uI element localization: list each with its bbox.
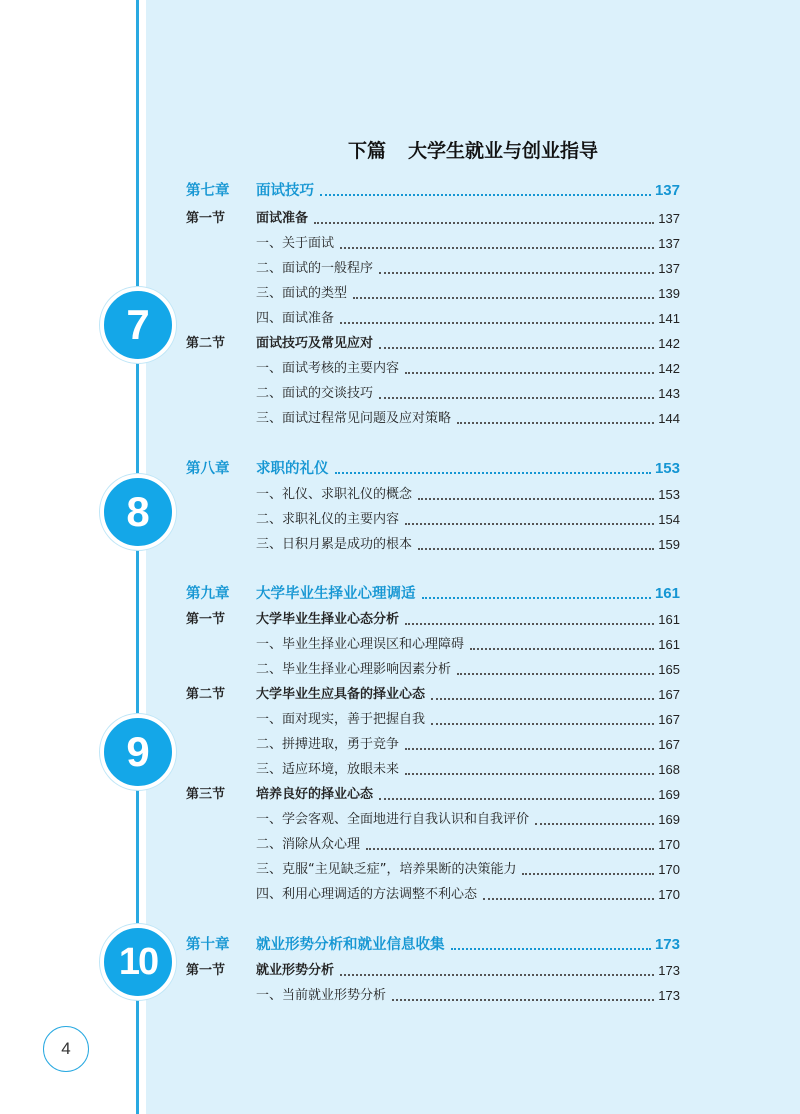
section-title: 大学毕业生择业心态分析	[256, 612, 400, 627]
chapter-title: 面试技巧	[256, 183, 314, 199]
chapter-page: 137	[654, 182, 680, 199]
chapter-page: 173	[654, 936, 680, 953]
toc-subsection-row[interactable]	[186, 281, 680, 303]
entry-page: 153	[658, 487, 680, 502]
dot-leader	[392, 999, 654, 1001]
toc-chapter-row[interactable]	[186, 932, 680, 954]
entry-page: 173	[658, 988, 680, 1003]
entry-page: 167	[658, 737, 680, 752]
dot-leader	[379, 397, 654, 399]
toc-subsection-row[interactable]	[186, 231, 680, 253]
subsection-title: 三、克服“主见缺乏症”，培养果断的决策能力	[256, 862, 517, 877]
dot-leader	[314, 222, 654, 224]
section-title: 面试准备	[256, 211, 309, 226]
toc-section-row[interactable]	[186, 331, 680, 353]
entry-page: 161	[658, 612, 680, 627]
toc-subsection-row[interactable]	[186, 757, 680, 779]
section-label: 第三节	[186, 787, 226, 802]
dot-leader	[320, 194, 651, 196]
dot-leader	[431, 723, 654, 725]
toc-subsection-row[interactable]	[186, 306, 680, 328]
subsection-title: 一、毕业生择业心理误区和心理障碍	[256, 637, 465, 652]
section-title: 面试技巧及常见应对	[256, 336, 374, 351]
subsection-title: 三、面试的类型	[256, 286, 348, 301]
toc-chapter-row[interactable]	[186, 178, 680, 200]
toc-subsection-row[interactable]	[186, 406, 680, 428]
part-title	[146, 136, 800, 163]
section-label: 第一节	[186, 963, 226, 978]
toc-section-row[interactable]	[186, 782, 680, 804]
dot-leader	[405, 773, 654, 775]
dot-leader	[405, 523, 654, 525]
subsection-title: 一、关于面试	[256, 236, 335, 251]
entry-page: 170	[658, 887, 680, 902]
toc-subsection-row[interactable]	[186, 356, 680, 378]
section-label: 第一节	[186, 211, 226, 226]
section-title: 就业形势分析	[256, 963, 335, 978]
dot-leader	[335, 472, 651, 474]
toc-section-row[interactable]	[186, 958, 680, 980]
entry-page: 142	[658, 361, 680, 376]
entry-page: 167	[658, 687, 680, 702]
subsection-title: 二、消除从众心理	[256, 837, 361, 852]
entry-page: 170	[658, 837, 680, 852]
entry-page: 159	[658, 537, 680, 552]
entry-page: 161	[658, 637, 680, 652]
subsection-title: 一、面试考核的主要内容	[256, 361, 400, 376]
page-number: 4	[43, 1026, 89, 1072]
dot-leader	[379, 272, 654, 274]
section-title: 培养良好的择业心态	[256, 787, 374, 802]
entry-page: 143	[658, 386, 680, 401]
dot-leader	[366, 848, 654, 850]
toc-section-row[interactable]	[186, 206, 680, 228]
toc-subsection-row[interactable]	[186, 632, 680, 654]
section-label: 第二节	[186, 336, 226, 351]
entry-page: 154	[658, 512, 680, 527]
toc-chapter-row[interactable]	[186, 581, 680, 603]
dot-leader	[431, 698, 654, 700]
subsection-title: 一、礼仪、求职礼仪的概念	[256, 487, 413, 502]
section-title: 大学毕业生应具备的择业心态	[256, 687, 426, 702]
toc-subsection-row[interactable]	[186, 482, 680, 504]
entry-page: 137	[658, 211, 680, 226]
chapter-title: 求职的礼仪	[256, 461, 329, 477]
dot-leader	[457, 422, 654, 424]
entry-page: 141	[658, 311, 680, 326]
dot-leader	[379, 347, 654, 349]
dot-leader	[522, 873, 654, 875]
section-label: 第二节	[186, 687, 226, 702]
subsection-title: 一、当前就业形势分析	[256, 988, 387, 1003]
toc-subsection-row[interactable]	[186, 532, 680, 554]
dot-leader	[418, 498, 654, 500]
entry-page: 137	[658, 261, 680, 276]
subsection-title: 三、面试过程常见问题及应对策略	[256, 411, 452, 426]
entry-page: 169	[658, 812, 680, 827]
chapter-label: 第七章	[186, 183, 230, 199]
toc-subsection-row[interactable]	[186, 857, 680, 879]
dot-leader	[535, 823, 654, 825]
dot-leader	[405, 623, 654, 625]
entry-page: 142	[658, 336, 680, 351]
subsection-title: 二、求职礼仪的主要内容	[256, 512, 400, 527]
chapter-title: 大学毕业生择业心理调适	[256, 586, 416, 602]
entry-page: 144	[658, 411, 680, 426]
subsection-title: 二、毕业生择业心理影响因素分析	[256, 662, 452, 677]
toc-subsection-row[interactable]	[186, 381, 680, 403]
chapter-page: 153	[654, 460, 680, 477]
toc-section-row[interactable]	[186, 682, 680, 704]
toc-subsection-row[interactable]	[186, 707, 680, 729]
subsection-title: 一、面对现实，善于把握自我	[256, 712, 426, 727]
entry-page: 168	[658, 762, 680, 777]
entry-page: 167	[658, 712, 680, 727]
dot-leader	[405, 748, 654, 750]
subsection-title: 二、拼搏进取，勇于竞争	[256, 737, 400, 752]
subsection-title: 二、面试的一般程序	[256, 261, 374, 276]
dot-leader	[418, 548, 654, 550]
subsection-title: 四、面试准备	[256, 311, 335, 326]
subsection-title: 三、日积月累是成功的根本	[256, 537, 413, 552]
toc-subsection-row[interactable]	[186, 256, 680, 278]
entry-page: 169	[658, 787, 680, 802]
dot-leader	[451, 948, 651, 950]
chapter-9-badge: 9	[100, 714, 176, 790]
dot-leader	[379, 798, 654, 800]
dot-leader	[483, 898, 654, 900]
subsection-title: 二、面试的交谈技巧	[256, 386, 374, 401]
dot-leader	[405, 372, 654, 374]
chapter-label: 第九章	[186, 586, 230, 602]
entry-page: 139	[658, 286, 680, 301]
toc-subsection-row[interactable]	[186, 732, 680, 754]
toc-section-row[interactable]	[186, 607, 680, 629]
chapter-8-badge: 8	[100, 474, 176, 550]
chapter-label: 第十章	[186, 937, 230, 953]
entry-page: 137	[658, 236, 680, 251]
chapter-label: 第八章	[186, 461, 230, 477]
toc-chapter-row[interactable]	[186, 456, 680, 478]
entry-page: 170	[658, 862, 680, 877]
dot-leader	[340, 322, 654, 324]
dot-leader	[457, 673, 654, 675]
chapter-10-badge: 10	[100, 924, 176, 1000]
toc-subsection-row[interactable]	[186, 657, 680, 679]
chapter-7-badge: 7	[100, 287, 176, 363]
toc-subsection-row[interactable]	[186, 507, 680, 529]
toc-subsection-row[interactable]	[186, 983, 680, 1005]
chapter-title: 就业形势分析和就业信息收集	[256, 937, 445, 953]
subsection-title: 三、适应环境，放眼未来	[256, 762, 400, 777]
section-label: 第一节	[186, 612, 226, 627]
part-title-left: 下篇	[347, 140, 386, 162]
toc-subsection-row[interactable]	[186, 882, 680, 904]
dot-leader	[353, 297, 654, 299]
toc-subsection-row[interactable]	[186, 832, 680, 854]
dot-leader	[340, 974, 654, 976]
entry-page: 173	[658, 963, 680, 978]
entry-page: 165	[658, 662, 680, 677]
part-title-right: 大学生就业与创业指导	[408, 140, 599, 162]
subsection-title: 一、学会客观、全面地进行自我认识和自我评价	[256, 812, 530, 827]
dot-leader	[340, 247, 654, 249]
dot-leader	[470, 648, 654, 650]
dot-leader	[422, 597, 651, 599]
toc-subsection-row[interactable]	[186, 807, 680, 829]
chapter-page: 161	[654, 585, 680, 602]
subsection-title: 四、利用心理调适的方法调整不利心态	[256, 887, 478, 902]
